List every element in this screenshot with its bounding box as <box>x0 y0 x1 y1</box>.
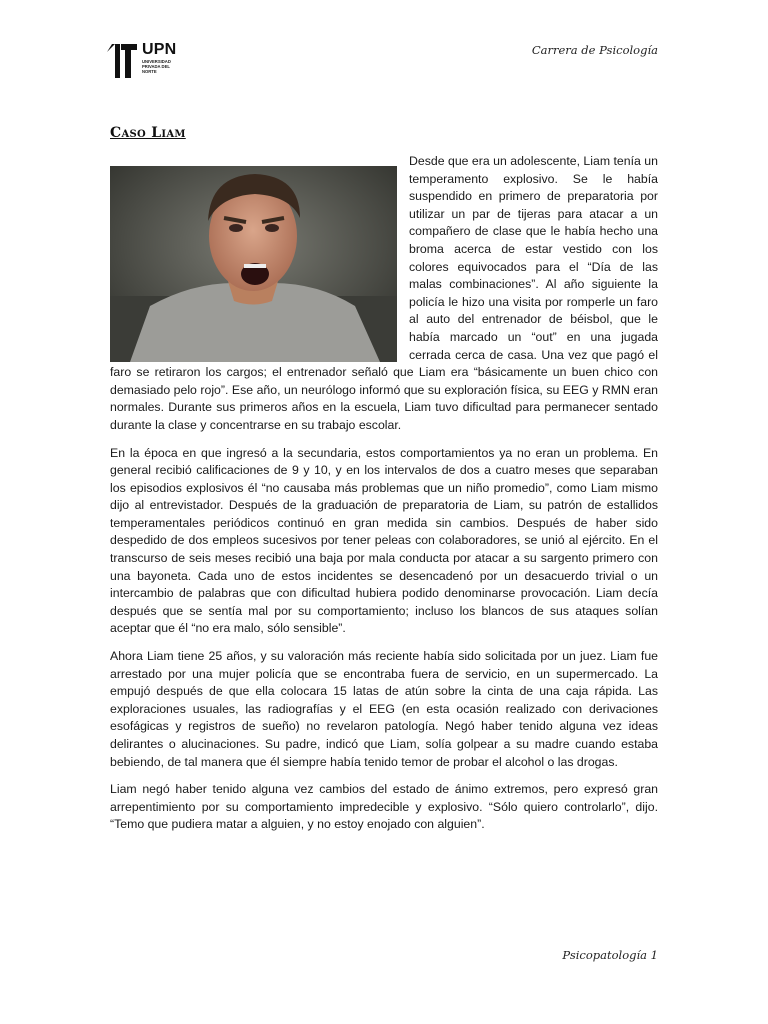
page-title: Caso Liam <box>110 125 186 141</box>
photo-illustration <box>110 166 397 362</box>
university-logo <box>107 42 177 80</box>
document-body <box>110 153 658 844</box>
upn-logo-icon <box>107 42 137 78</box>
career-label: Carrera de Psicología <box>531 43 658 57</box>
paragraph-3: Ahora Liam tiene 25 años, y su valoración más reciente había sido solicitada por un juez. Liam fue arrestado por una mujer policía que se encontraba fuera de servicio, en un supermercado. La empujó después de que ella colocara 15 latas de atún sobre la cinta de una caja rápida. Las exploraciones usuales, las radiografías y el EEG (en esta ocasión realizado con derivaciones esofágicas y registros de sueño) no revelaron patología. Negó haber tenido alguna vez ideas delirantes o alucinaciones. Su padre, indicó que Liam, solía golpear a su madre cuando estaba bebiendo, de tal manera que él siempre había tenido temor de probar el alcohol o las drogas. <box>110 649 658 769</box>
paragraph-2: En la época en que ingresó a la secundaria, estos comportamientos ya no eran un problema. En general recibió calificaciones de 9 y 10, y en los intervalos de dos a cuatro meses que separaban los episodios explosivos él “no causaba más problemas que un niño promedio”, como Liam mismo dijo al entrevistador. Después de la graduación de preparatoria de Liam, su patrón de estallidos temperamentales periódicos continuó en gran medida sin cambios. Después de haber sido despedido de dos empleos sucesivos por tener peleas con colaboradores, se unió al ejército. En el transcurso de seis meses recibió una baja por mala conducta por atacar a su sargento primero con una bayoneta. Cada uno de estos incidentes se desencadenó por un desacuerdo trivial o un intercambio de palabras que con dificultad hubiera podido denominarse provocación. Liam decía después que se sentía mal por su comportamiento; incluso los blancos de sus ataques solían aceptar que él “no era malo, sólo sensible”. <box>110 445 658 636</box>
paragraph-1: Desde que era un adolescente, Liam tenía un temperamento explosivo. Se le había suspendido en primero de preparatoria por utilizar un par de tijeras para atacar a un compañero de clase que le había hecho una broma acerca de estar vestido con los colores equivocados para el “Día de las malas combinaciones”. Al año siguiente la policía le hizo una visita por romperle un faro al auto del entrenador de béisbol, que le había marcado un “out” en una jugada cerrada cerca de casa. Una vez que pagó el faro se retiraron los cargos; el entrenador señaló que Liam era “básicamente un buen chico con demasiado pelo rojo”. Ese año, un neurólogo informó que su exploración física, su EEG y RMN eran normales. Durante sus primeros años en la escuela, Liam tuvo dificultad para permanecer sentado durante la clase y concentrarse en su trabajo escolar. <box>110 154 658 432</box>
footer-label: Psicopatología 1 <box>562 948 658 962</box>
logo-subtext: UNIVERSIDAD PRIVADA DEL NORTE <box>142 59 171 74</box>
paragraph-4: Liam negó haber tenido alguna vez cambios del estado de ánimo extremos, pero expresó gran arrepentimiento por su comportamiento impredecible y explosivo. “Sólo quiero controlarlo”, dijo. “Temo que pudiera matar a alguien, y no estoy enojado con alguien”. <box>110 782 658 832</box>
angry-man-photo <box>110 166 397 362</box>
logo-text: UPN <box>142 41 177 58</box>
